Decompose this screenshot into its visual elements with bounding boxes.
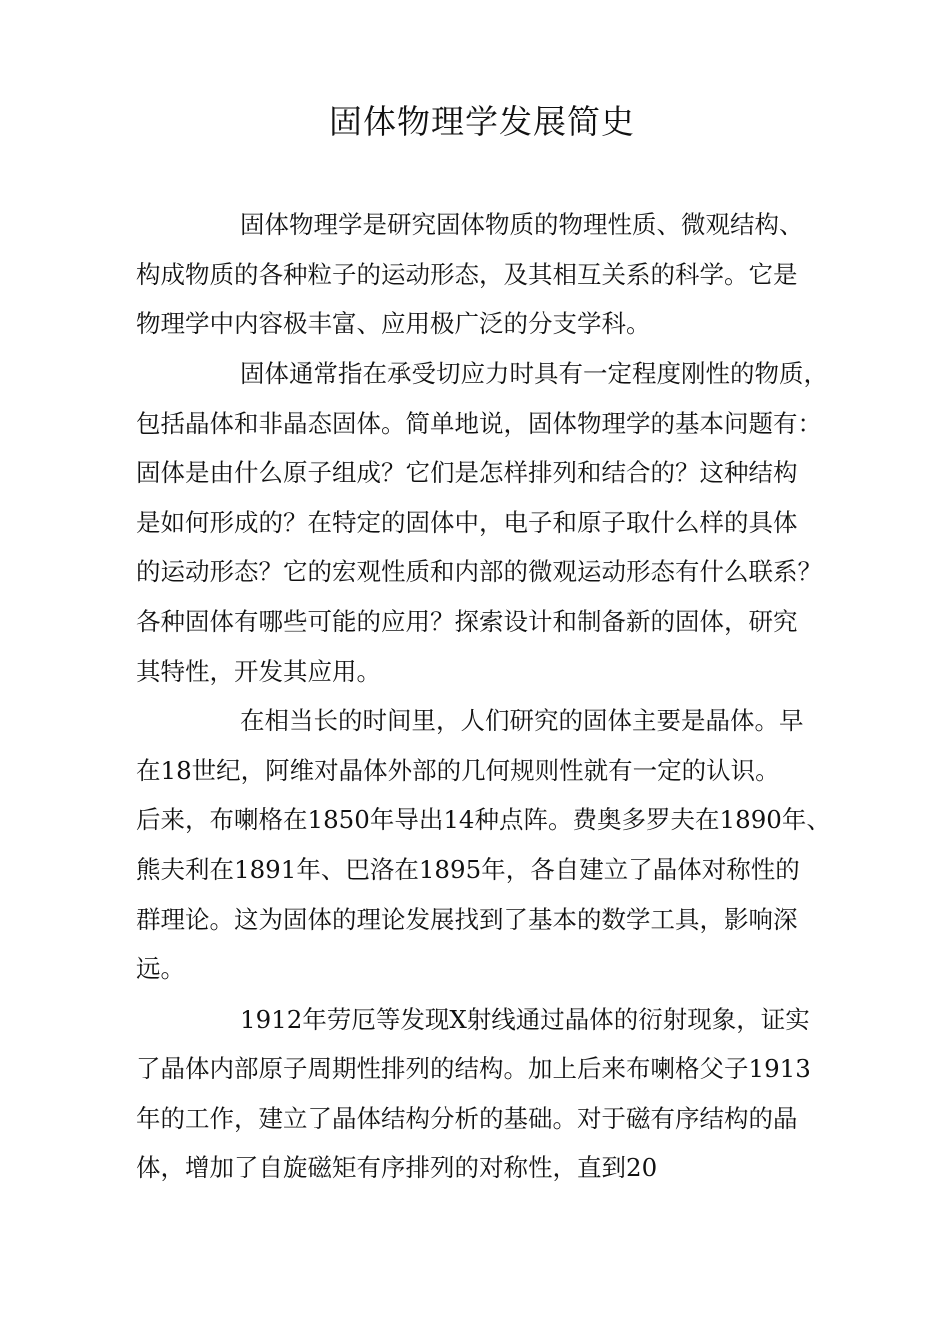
paragraph-3-line-5: 群理论。这为固体的理论发展找到了基本的数学工具，影响深 [136, 905, 798, 934]
paragraph-3-line-4: 熊夫利在1891年、巴洛在1895年，各自建立了晶体对称性的 [136, 855, 800, 884]
paragraph-3-line-3: 后来，布喇格在1850年导出14种点阵。费奥多罗夫在1890年、 [136, 805, 831, 834]
paragraph-1-line-3: 物理学中内容极丰富、应用极广泛的分支学科。 [136, 309, 651, 338]
paragraph-2-line-2: 包括晶体和非晶态固体。简单地说，固体物理学的基本问题有： [136, 409, 822, 438]
paragraph-2-line-3: 固体是由什么原子组成？它们是怎样排列和结合的？这种结构 [136, 458, 798, 487]
paragraph-4-line-4: 体，增加了自旋磁矩有序排列的对称性，直到20 [136, 1153, 658, 1182]
paragraph-3-line-6: 远。 [136, 954, 185, 983]
paragraph-1-line-2: 构成物质的各种粒子的运动形态，及其相互关系的科学。它是 [136, 260, 798, 289]
paragraph-4-line-2: 了晶体内部原子周期性排列的结构。加上后来布喇格父子1913 [136, 1054, 811, 1083]
paragraph-3-line-2: 在18世纪，阿维对晶体外部的几何规则性就有一定的认识。 [136, 756, 780, 785]
paragraph-2-line-5: 的运动形态？它的宏观性质和内部的微观运动形态有什么联系？ [136, 557, 822, 586]
paragraph-2-line-7: 其特性，开发其应用。 [136, 657, 381, 686]
paragraph-4-line-3: 年的工作，建立了晶体结构分析的基础。对于磁有序结构的晶 [136, 1104, 798, 1133]
paragraph-2-line-6: 各种固体有哪些可能的应用？探索设计和制备新的固体，研究 [136, 607, 798, 636]
paragraph-2-line-4: 是如何形成的？在特定的固体中，电子和原子取什么样的具体 [136, 508, 798, 537]
paragraph-2-line-1: 固体通常指在承受切应力时具有一定程度刚性的物质， [240, 359, 828, 388]
document-title: 固体物理学发展简史 [329, 102, 635, 141]
paragraph-3-line-1: 在相当长的时间里，人们研究的固体主要是晶体。早 [240, 706, 804, 735]
paragraph-4-line-1: 1912年劳厄等发现X射线通过晶体的衍射现象，证实 [240, 1005, 810, 1034]
paragraph-1-line-1: 固体物理学是研究固体物质的物理性质、微观结构、 [240, 210, 804, 239]
